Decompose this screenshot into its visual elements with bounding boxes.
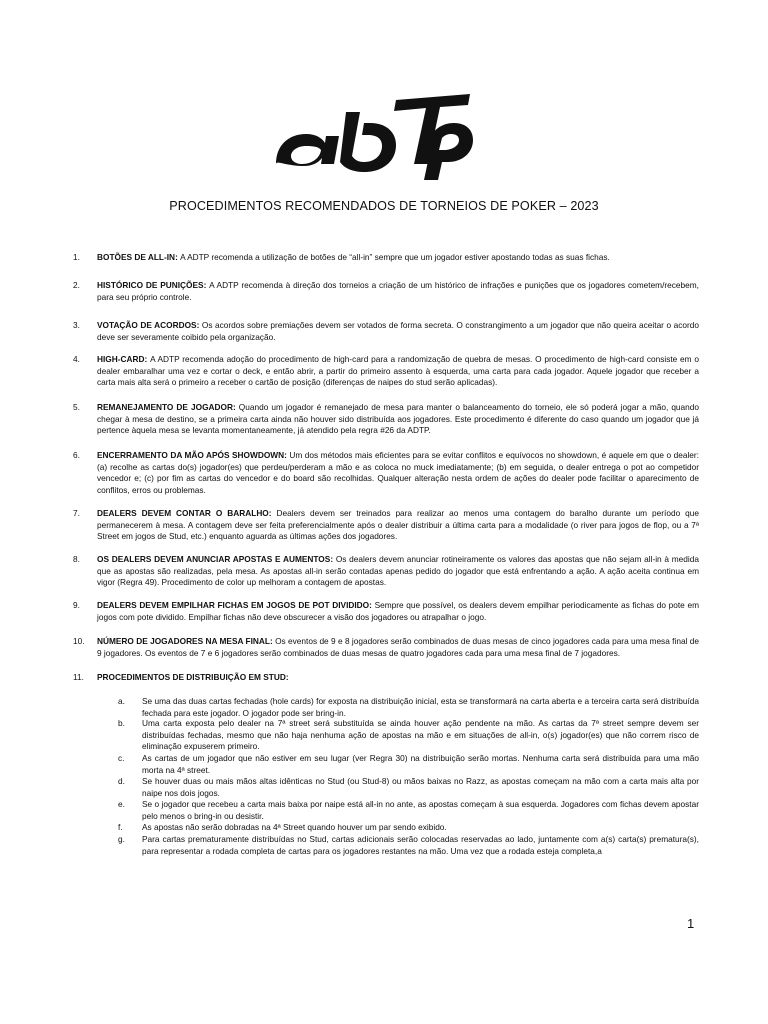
list-item	[73, 354, 699, 389]
document-title: PROCEDIMENTOS RECOMENDADOS DE TORNEIOS DE POKER – 2023	[169, 199, 599, 213]
item-number: 1.	[73, 252, 80, 262]
sub-item-text: Se o jogador que recebeu a carta mais baixa por naipe está all-in no ante, as apostas começam à sua esquerda. Jogadores com fichas devem apostar pelo menos o bring-in ou desistir.	[142, 799, 699, 821]
sub-item-letter: g.	[118, 834, 125, 844]
item-separator: :	[144, 354, 151, 364]
item-heading: REMANEJAMENTO DE JOGADOR:	[97, 402, 236, 412]
list-item	[73, 252, 699, 264]
list-item	[73, 320, 699, 343]
item-text: Um dos métodos mais eficientes para se evitar conflitos e equívocos no showdown, é aquele em que o dealer: (a) recolhe as cartas do(s) jogador(es) que perdeu/perderam a mão e as coloca no muck imediatamente; (b) em seguida, o dealer entrega o pot ao competidor vencedor e; (c) por fim as cartas do vencedor e do board são recolhidas. Qualquer alteração nesta ordem de ações do dealer pode facilitar o aparecimento de conflitos, erros ou problemas.	[97, 450, 699, 495]
adtp-logo	[272, 90, 477, 182]
item-heading: NÚMERO DE JOGADORES NA MESA FINAL	[97, 636, 270, 646]
item-separator: :	[269, 636, 276, 646]
sub-item-text: As apostas não serão dobradas na 4ª Street quando houver um par sendo exibido.	[142, 822, 447, 832]
list-item	[73, 402, 699, 437]
item-separator: :	[175, 252, 181, 262]
list-item	[73, 280, 699, 303]
sub-item	[118, 799, 699, 822]
item-separator: :	[284, 450, 290, 460]
item-number: 5.	[73, 402, 80, 412]
item-separator: :	[196, 320, 202, 330]
sub-item-text: Para cartas prematuramente distribuídas no Stud, cartas adicionais serão colocadas reservadas ao lado, juntamente com a(s) carta(s) prematura(s), para representar a rodada completa de cartas para os jogadores restantes na mão. Uma vez que a rodada esteja completa,a	[142, 834, 699, 856]
sub-item	[118, 753, 699, 776]
sub-item-text: Se uma das duas cartas fechadas (hole cards) for exposta na distribuição inicial, esta se transformará na carta aberta e a terceira carta será distribuída fechada para este jogador. O jogador pode ser bring-in.	[142, 696, 699, 718]
item-number: 8.	[73, 554, 80, 564]
sub-item-letter: d.	[118, 776, 125, 786]
item-text: A ADTP recomenda a utilização de botões de “all-in” sempre que um jogador estiver apostando todas as suas fichas.	[180, 252, 610, 262]
sub-item-text: Uma carta exposta pelo dealer na 7ª street será substituída se ainda houver ação pendente na mão. As cartas da 7ª street sempre devem ser distribuídas fechadas, mesmo que não haja nenhuma ação de apostas na mão e em situações de all-in, o(s) jogador(es) que não correm risco de eliminação expuserem primeiro.	[142, 718, 699, 752]
sub-item	[118, 776, 699, 799]
item-heading: VOTAÇÃO DE ACORDOS	[97, 320, 197, 330]
item-number: 2.	[73, 280, 80, 290]
item-heading: ENCERRAMENTO DA MÃO APÓS SHOWDOWN	[97, 450, 285, 460]
item-heading: DEALERS DEVEM EMPILHAR FICHAS EM JOGOS DE POT DIVIDIDO:	[97, 600, 372, 610]
sub-item-letter: c.	[118, 753, 125, 763]
sub-item-letter: f.	[118, 822, 123, 832]
item-text: Os dealers devem anunciar rotineiramente os valores das apostas que não sejam all-in à medida que as apostas são realizadas, pela mesa. As apostas all-in serão contadas apenas pedido do jogador que está enfrentando a ação. A ação aceita continua em vigor (Regra 49). Procedimento de color up melhoram a contagem de apostas.	[97, 554, 699, 588]
item-number: 4.	[73, 354, 80, 364]
sub-item-text: Se houver duas ou mais mãos altas idênticas no Stud (ou Stud-8) ou mãos baixas no Razz, as apostas começam na mão com a carta mais alta por naipe nos dois jogos.	[142, 776, 699, 798]
sub-item-letter: e.	[118, 799, 125, 809]
item-text: Quando um jogador é remanejado de mesa para manter o balanceamento do torneio, ele só poderá jogar a mão, quando chegar à mesa de destino, se a primeira carta ainda não houver sido distribuída aos jogadores. Este procedimento é diferente do caso quando um jogador que já pertence àquela mesa se levanta momentaneamente, já atendido pela regra #26 da ADTP.	[97, 402, 699, 436]
item-separator: :	[330, 554, 336, 564]
list-item	[73, 672, 699, 684]
sub-item	[118, 696, 699, 719]
item-number: 7.	[73, 508, 80, 518]
page-number: 1	[687, 916, 695, 931]
item-text: A ADTP recomenda à direção dos torneios a criação de um histórico de infrações e punições que os jogadores cometem/recebem, para seu próprio controle.	[97, 280, 699, 302]
item-separator: :	[285, 672, 289, 682]
item-heading: OS DEALERS DEVEM ANUNCIAR APOSTAS E AUMENTOS	[97, 554, 331, 564]
item-text: Os eventos de 9 e 8 jogadores serão combinados de duas mesas de cinco jogadores cada para uma mesa final de 9 jogadores. Os eventos de 7 e 6 jogadores serão combinados de duas mesas de quatro jogadores cada para uma mesa final de 7 jogadores.	[97, 636, 699, 658]
item-heading: HIGH-CARD	[97, 354, 145, 364]
item-number: 6.	[73, 450, 80, 460]
item-text: A ADTP recomenda adoção do procedimento de high-card para a randomização de quebra de mesas. O procedimento de high-card consiste em o dealer embaralhar uma vez e cortar o deck, e então abrir, a partir do primeiro assento à esquerda, uma carta para cada jogador. Aquele jogador que receber a carta mais alta será o primeiro a receber o cartão de posição (diferenças de naipes do stud serão aplicadas).	[97, 354, 699, 388]
item-separator: :	[203, 280, 210, 290]
item-text: Os acordos sobre premiações devem ser votados de forma secreta. O constrangimento a um jogador que não queira aceitar o acordo deve ser severamente coibido pela organização.	[97, 320, 700, 342]
sub-item	[118, 718, 699, 753]
list-item	[73, 508, 699, 543]
item-number: 9.	[73, 600, 80, 610]
item-heading: HISTÓRICO DE PUNIÇÕES	[97, 280, 204, 290]
item-heading: DEALERS DEVEM CONTAR O BARALHO:	[97, 508, 272, 518]
sub-item-letter: b.	[118, 718, 125, 728]
list-item	[73, 636, 699, 659]
item-number: 10.	[73, 636, 85, 646]
item-heading: PROCEDIMENTOS DE DISTRIBUIÇÃO EM STUD	[97, 672, 286, 682]
list-item	[73, 554, 699, 589]
item-text: Sempre que possível, os dealers devem empilhar periodicamente as fichas do pote em jogos com pote dividido. Empilhar fichas não deve obscurecer a visão dos jogadores ou atrapalhar o jogo.	[97, 600, 699, 622]
sub-item-letter: a.	[118, 696, 125, 706]
list-item	[73, 600, 699, 623]
item-number: 11.	[73, 672, 84, 682]
sub-item-text: As cartas de um jogador que não estiver em seu lugar (ver Regra 30) na distribuição serão mortas. Nenhuma carta será distribuída para uma mão morta na 4ª street.	[142, 753, 699, 775]
item-number: 3.	[73, 320, 80, 330]
item-heading: BOTÕES DE ALL-IN	[97, 252, 176, 262]
item-text: Dealers devem ser treinados para realizar ao menos uma contagem do baralho durante um período que permanecerem à mesa. A contagem deve ser feita preferencialmente após o dealer distribuir a última carta para a modalidade (o river para jogos de flop, ou a 7ª Street em jogos de Stud, etc.) enquanto aguarda as últimas ações dos jogadores.	[97, 508, 699, 542]
list-item	[73, 450, 699, 496]
sub-item	[118, 822, 699, 834]
sub-item	[118, 834, 699, 857]
